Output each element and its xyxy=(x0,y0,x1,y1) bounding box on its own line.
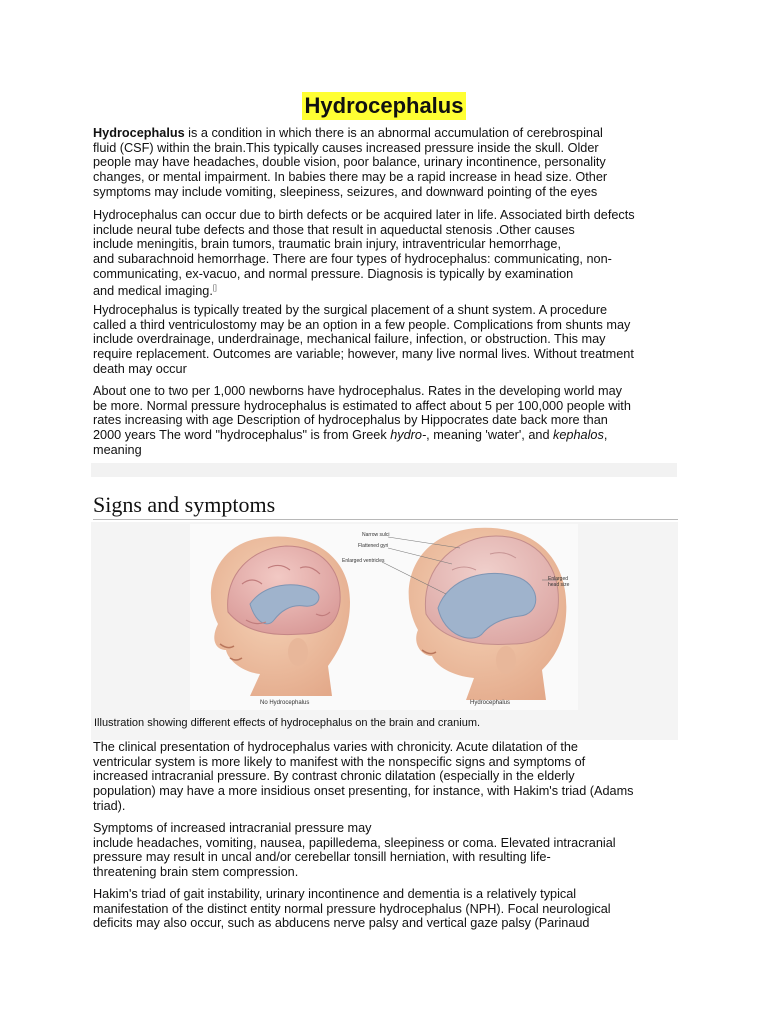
text-line: Hakim's triad of gait instability, urinary incontinence and dementia is a relatively typical xyxy=(93,887,577,901)
baby-normal xyxy=(211,536,350,696)
text-line: triad). xyxy=(93,798,126,813)
presentation-paragraph xyxy=(93,740,678,814)
text-line: fluid (CSF) within the brain.This typically causes increased pressure inside the skull. Older xyxy=(93,140,599,155)
text-line: manifestation of the distinct entity normal pressure hydrocephalus (NPH). Focal neurological xyxy=(93,901,611,916)
text-line: population) may have a more insidious onset presenting, for instance, with Hakim's triad (Adams xyxy=(93,784,634,799)
callout-narrow-sulci: Narrow sulci xyxy=(362,532,390,538)
text-line: About one to two per 1,000 newborns have hydrocephalus. Rates in the developing world may xyxy=(93,384,622,398)
figure xyxy=(91,522,678,740)
text-line: and subarachnoid hemorrhage. There are four types of hydrocephalus: communicating, non- xyxy=(93,252,612,267)
brain-illustration xyxy=(190,524,578,710)
italic-term: hydro- xyxy=(390,428,427,443)
text-line: increased intracranial pressure. By contrast chronic dilatation (especially in the elderly xyxy=(93,769,575,784)
text-line: include meningitis, brain tumors, traumatic brain injury, intraventricular hemorrhage, xyxy=(93,237,561,252)
text-line: communicating, ex-vacuo, and normal pressure. Diagnosis is typically by examination xyxy=(93,266,574,281)
text-line: Symptoms of increased intracranial pressure may xyxy=(93,821,372,835)
intro-paragraph xyxy=(93,126,678,200)
text-line: deficits may also occur, such as abducens nerve palsy and vertical gaze palsy (Parinaud xyxy=(93,916,590,931)
text-line: symptoms may include vomiting, sleepiness, seizures, and downward pointing of the eyes xyxy=(93,184,598,199)
callout-head-size: head size xyxy=(548,582,570,588)
figure-caption: Illustration showing different effects of hydrocephalus on the brain and cranium. xyxy=(94,717,481,729)
text-line: is a condition in which there is an abnormal accumulation of cerebrospinal xyxy=(184,126,603,140)
text-line: people may have headaches, double vision, poor balance, urinary incontinence, personality xyxy=(93,155,606,170)
text-line: , meaning 'water', and xyxy=(426,428,554,443)
text-line: The clinical presentation of hydrocephalus varies with chronicity. Acute dilatation of the xyxy=(93,740,578,754)
text-line: pressure may result in uncal and/or cerebellar tonsill herniation, with resulting life- xyxy=(93,850,551,865)
callout-flattened-gyri: Flattened gyri xyxy=(358,543,389,549)
brain-illustration-svg xyxy=(190,524,578,710)
causes-paragraph xyxy=(93,208,678,298)
icp-symptoms-paragraph xyxy=(93,821,678,880)
page-title: Hydrocephalus xyxy=(302,92,467,120)
baby-hydrocephalus xyxy=(409,528,570,700)
text-line: , xyxy=(603,428,608,443)
callout-enlarged-ventricles: Enlarged ventricles xyxy=(342,558,385,564)
text-line: called a third ventriculostomy may be an option in a few people. Complications from shunts may xyxy=(93,317,631,332)
text-line: rates increasing with age Description of hydrocephalus by Hippocrates date back more than xyxy=(93,413,608,428)
text-line: require replacement. Outcomes are variable; however, many live normal lives. Without treatment xyxy=(93,347,634,362)
text-line: Hydrocephalus is typically treated by the surgical placement of a shunt system. A procedure xyxy=(93,303,608,317)
section-heading: Signs and symptoms xyxy=(93,492,678,520)
label-hydrocephalus: Hydrocephalus xyxy=(470,700,511,706)
hakim-triad-paragraph xyxy=(93,887,678,931)
text-line: meaning xyxy=(93,442,142,457)
text-line: 2000 years The word "hydrocephalus" is from Greek xyxy=(93,428,391,443)
italic-term: kephalos xyxy=(553,428,604,443)
epidemiology-paragraph xyxy=(93,384,678,458)
text-line: and medical imaging. xyxy=(93,283,213,298)
text-line: ventricular system is more likely to manifest with the nonspecific signs and symptoms of xyxy=(93,754,586,769)
callout-enlarged: Enlarged xyxy=(548,576,569,582)
text-line: death may occur xyxy=(93,361,187,376)
label-no-hydrocephalus: No Hydrocephalus xyxy=(260,700,310,706)
treatment-paragraph xyxy=(93,303,678,377)
text-line: be more. Normal pressure hydrocephalus is estimated to affect about 5 per 100,000 people with xyxy=(93,398,631,413)
text-line: changes, or mental impairment. In babies there may be a rapid increase in head size. Other xyxy=(93,170,608,185)
text-line: Hydrocephalus can occur due to birth defects or be acquired later in life. Associated birth defects xyxy=(93,208,635,222)
text-line: include headaches, vomiting, nausea, papilledema, sleepiness or coma. Elevated intracranial xyxy=(93,835,616,850)
divider-bar xyxy=(91,463,677,477)
intro-bold-term: Hydrocephalus xyxy=(93,126,185,140)
title-wrap xyxy=(0,92,768,120)
text-line: include overdrainage, underdrainage, mechanical failure, infection, or obstruction. This may xyxy=(93,332,606,347)
footnote-marker[interactable]: [] xyxy=(212,284,217,292)
text-line: include neural tube defects and those that result in aqueductal stenosis .Other causes xyxy=(93,222,575,237)
text-line: threatening brain stem compression. xyxy=(93,865,299,880)
